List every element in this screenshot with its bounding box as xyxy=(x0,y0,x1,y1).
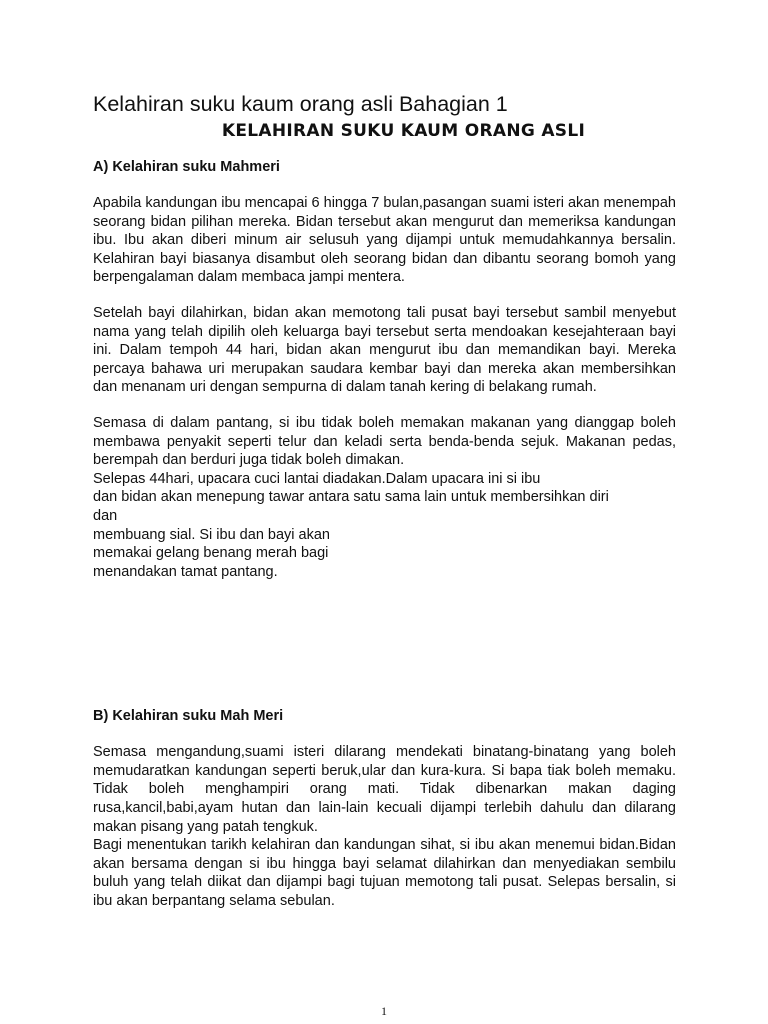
page-number: 1 xyxy=(381,1004,387,1018)
section-b-paragraph-2: Bagi menentukan tarikh kelahiran dan kandungan sihat, si ibu akan menemui bidan.Bidan akan bersama dengan si ibu hingga bayi selamat dilahirkan dan menyediakan sembilu buluh yang telah diikat dan dijampi bagi tujuan memotong tali pusat. Selepas bersalin, si ibu akan berpantang selama sebulan. xyxy=(93,837,676,910)
document-title: Kelahiran suku kaum orang asli Bahagian 1 xyxy=(93,92,508,116)
section-b-heading: B) Kelahiran suku Mah Meri xyxy=(93,708,284,725)
section-a-line-3: dan xyxy=(93,507,118,524)
section-a-paragraph-1: Apabila kandungan ibu mencapai 6 hingga 7 bulan,pasangan suami isteri akan menempah seorang bidan pilihan mereka. Bidan tersebut akan mengurut dan memeriksa kandungan ibu. Ibu akan diberi minum air selusuh yang dijampi untuk memudahkannya bersalin. Kelahiran bayi biasanya disambut oleh seorang bidan dan dibantu seorang bomoh yang berpengalaman dalam membaca jampi mentera. xyxy=(93,195,676,286)
document-subtitle: KELAHIRAN SUKU KAUM ORANG ASLI xyxy=(221,121,586,141)
section-a-paragraph-2: Setelah bayi dilahirkan, bidan akan memotong tali pusat bayi tersebut sambil menyebut nama yang telah dipilih oleh keluarga bayi tersebut serta mendoakan kesejahteraan bayi ini. Dalam tempoh 44 hari, bidan akan mengurut ibu dan memandikan bayi. Mereka percaya bahawa uri merupakan saudara kembar bayi dan mereka akan membersihkan dan menanam uri dengan sempurna di dalam tanah kering di belakang rumah. xyxy=(93,304,676,396)
section-a-line-2: dan bidan akan menepung tawar antara satu sama lain untuk membersihkan diri xyxy=(93,489,609,506)
section-a-line-5: memakai gelang benang merah bagi xyxy=(93,545,329,562)
section-a-heading: A) Kelahiran suku Mahmeri xyxy=(93,159,280,175)
section-a-line-1: Selepas 44hari, upacara cuci lantai diadakan.Dalam upacara ini si ibu xyxy=(93,470,541,487)
document-page xyxy=(93,90,676,911)
section-a-paragraph-3: Semasa di dalam pantang, si ibu tidak boleh memakan makanan yang dianggap boleh membawa penyakit seperti telur dan keladi serta benda-benda sejuk. Makanan pedas, berempah dan berduri juga tidak boleh dimakan. xyxy=(93,414,676,469)
section-a-line-6: menandakan tamat pantang. xyxy=(93,563,278,580)
section-b-paragraph-1: Semasa mengandung,suami isteri dilarang mendekati binatang-binatang yang boleh memudaratkan kandungan seperti beruk,ular dan kura-kura. Si bapa tiak boleh memaku. Tidak boleh menghampiri orang mati. Tidak dibenarkan makan daging rusa,kancil,babi,ayam hutan dan lain-lain kecuali dijampi terlebih dahulu dan dilarang makan pisang yang patah tengkuk. xyxy=(93,744,676,835)
section-a-line-4: membuang sial. Si ibu dan bayi akan xyxy=(93,526,330,543)
